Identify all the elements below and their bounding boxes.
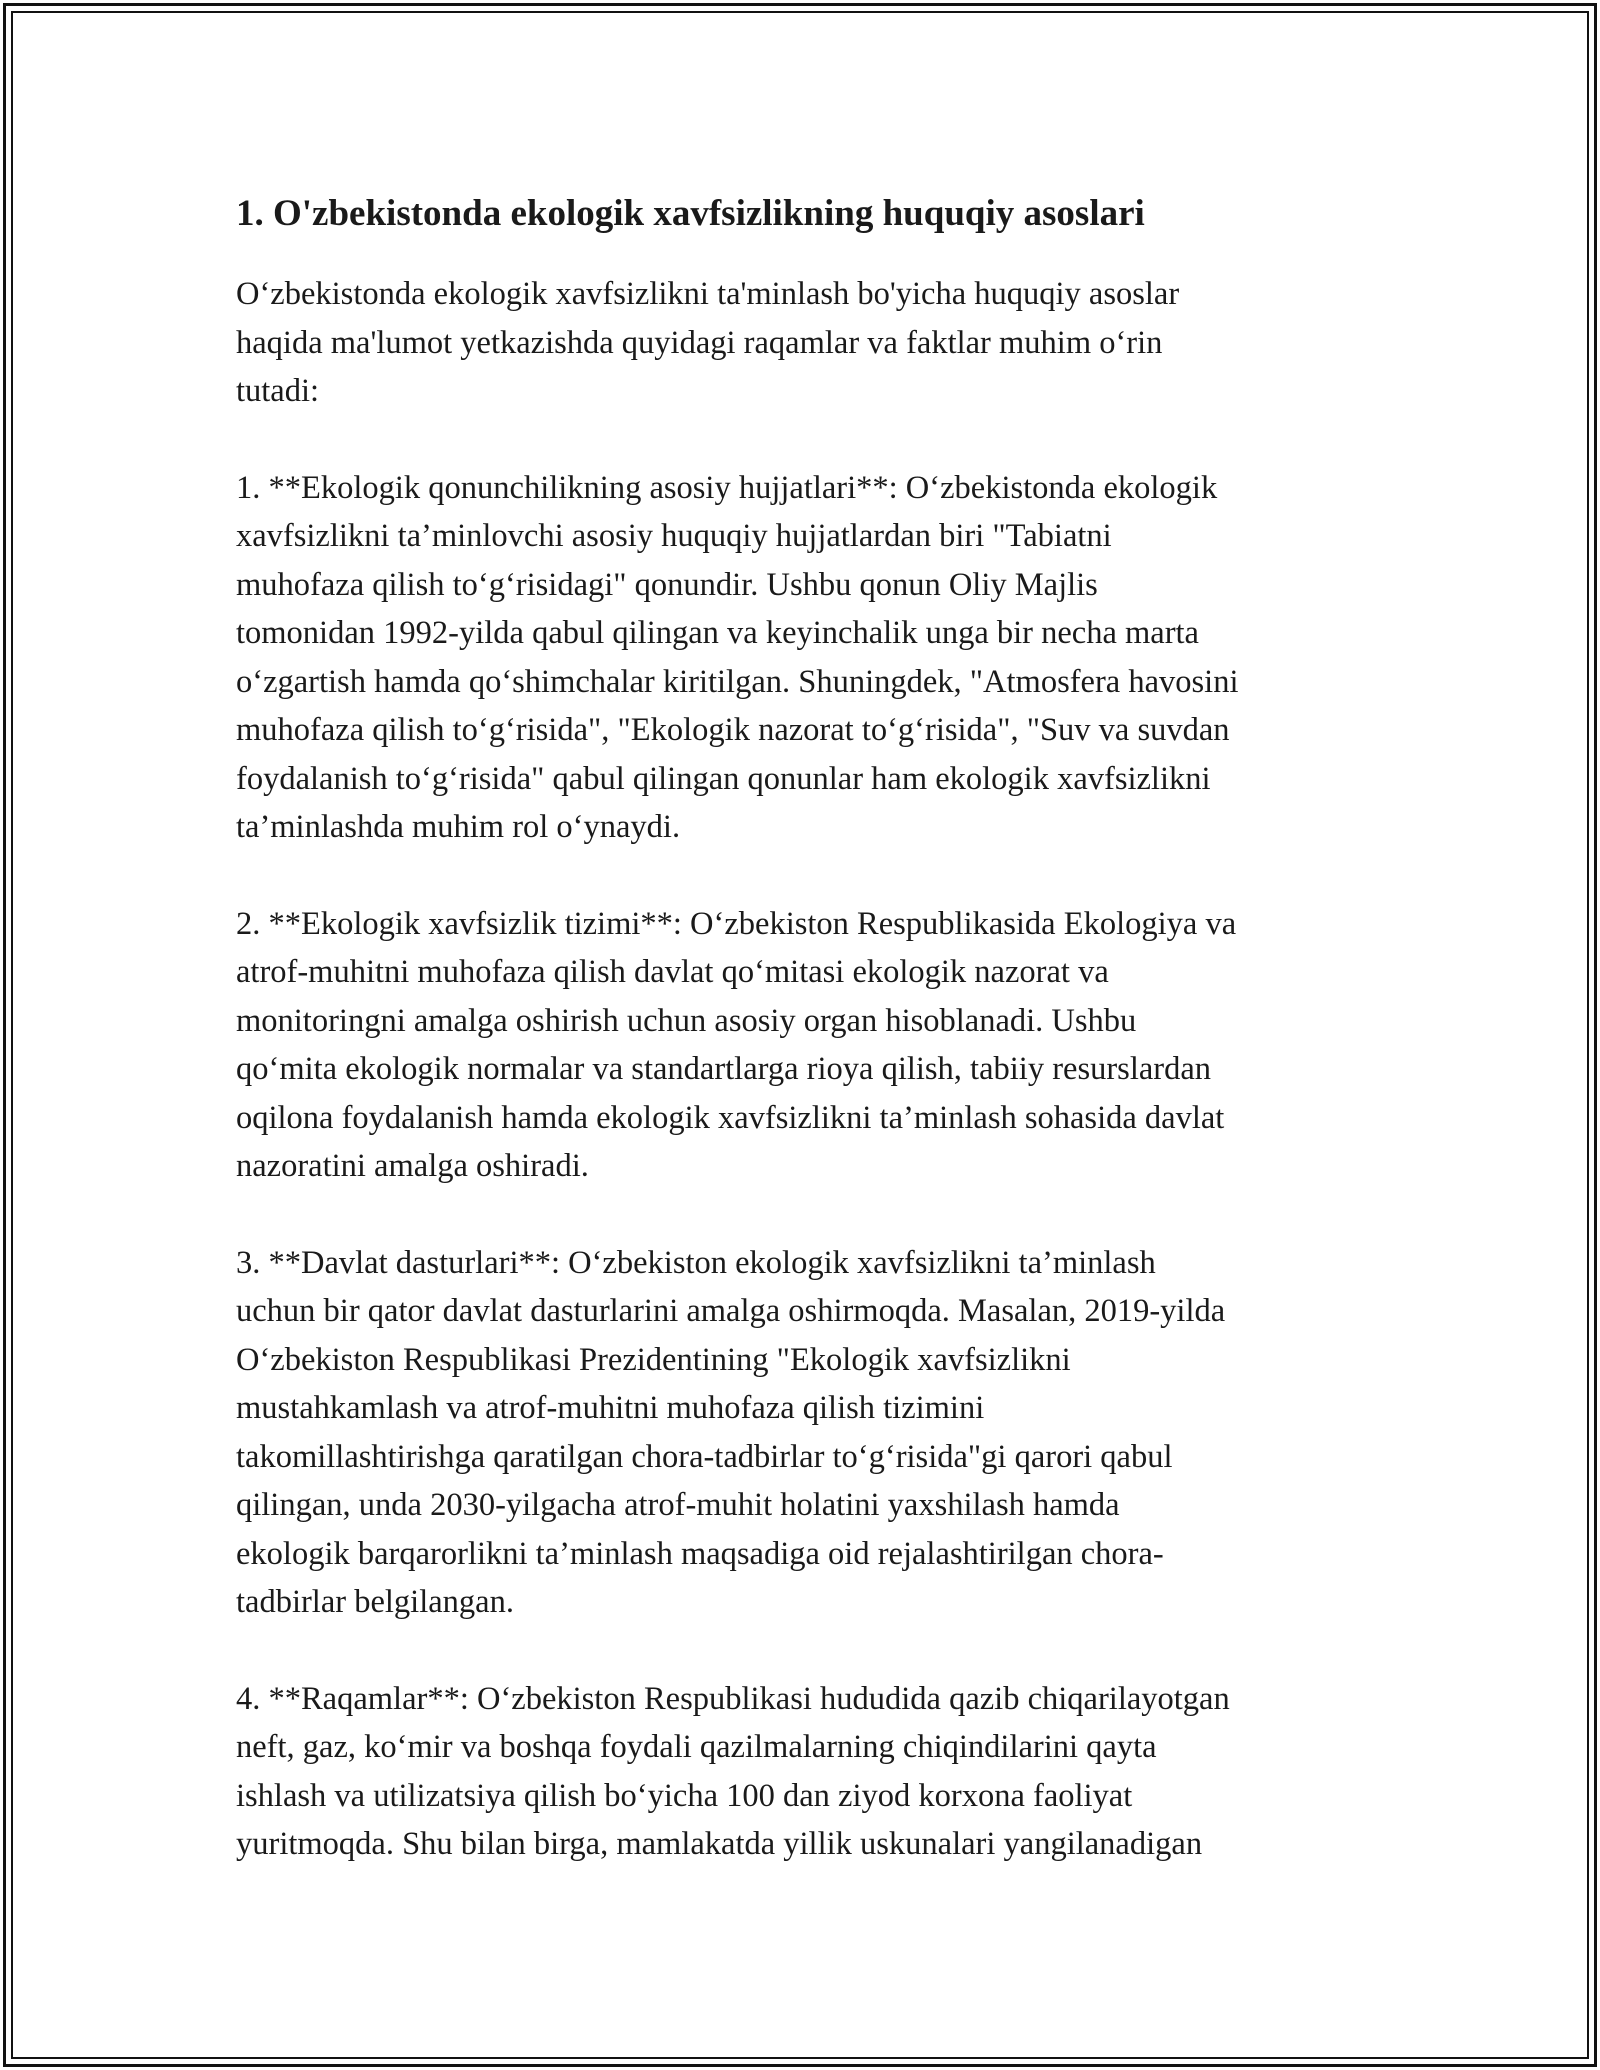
paragraph-legislation: 1. **Ekologik qonunchilikning asosiy hujjatlari**: O‘zbekistonda ekologik xavfsizlikni ta’minlovchi asosiy huquqiy hujjatlardan biri "Tabiatni muhofaza qilish to‘g‘risidagi" qonundir. Ushbu qonun Oliy Majlis tomonidan 1992-yilda qabul qilingan va keyinchalik unga bir necha marta o‘zgartish hamda qo‘shimchalar kiritilgan. Shuningdek, "Atmosfera havosini muhofaza qilish to‘g‘risida", "Ekologik nazorat to‘g‘risida", "Suv va suvdan foydalanish to‘g‘risida" qabul qilingan qonunlar ham ekologik xavfsizlikni ta’minlashda muhim rol o‘ynaydi. (236, 469, 1239, 845)
paragraph-safety-system: 2. **Ekologik xavfsizlik tizimi**: O‘zbekiston Respublikasida Ekologiya va atrof-muhitni muhofaza qilish davlat qo‘mitasi ekologik nazorat va monitoringni amalga oshirish uchun asosiy organ hisoblanadi. Ushbu qo‘mita ekologik normalar va standartlarga rioya qilish, tabiiy resurslardan oqilona foydalanish hamda ekologik xavfsizlikni ta’minlash sohasida davlat nazoratini amalga oshiradi. (236, 905, 1237, 1184)
document-body (236, 186, 1386, 1917)
paragraph-figures: 4. **Raqamlar**: O‘zbekiston Respublikasi hududida qazib chiqarilayotgan neft, gaz, ko‘mir va boshqa foydali qazilmalarning chiqindilarini qayta ishlash va utilizatsiya qilish bo‘yicha 100 dan ziyod korxona faoliyat yuritmoqda. Shu bilan birga, mamlakatda yillik uskunalari yangilanadigan (236, 1680, 1230, 1862)
intro-paragraph: O‘zbekistonda ekologik xavfsizlikni ta'minlash bo'yicha huquqiy asoslar haqida ma'lumot yetkazishda quyidagi raqamlar va faktlar muhim o‘rin tutadi: (236, 276, 1180, 409)
document-title: 1. O'zbekistonda ekologik xavfsizlikning huquqiy asoslari (236, 193, 1145, 234)
paragraph-state-programs: 3. **Davlat dasturlari**: O‘zbekiston ekologik xavfsizlikni ta’minlash uchun bir qator davlat dasturlarini amalga oshirmoqda. Masalan, 2019-yilda O‘zbekiston Respublikasi Prezidentining "Ekologik xavfsizlikni mustahkamlash va atrof-muhitni muhofaza qilish tizimini takomillashtirishga qaratilgan chora-tadbirlar to‘g‘risida"gi qarori qabul qilingan, unda 2030-yilgacha atrof-muhit holatini yaxshilash hamda ekologik barqarorlikni ta’minlash maqsadiga oid rejalashtirilgan chora- tadbirlar belgilangan. (236, 1244, 1226, 1620)
